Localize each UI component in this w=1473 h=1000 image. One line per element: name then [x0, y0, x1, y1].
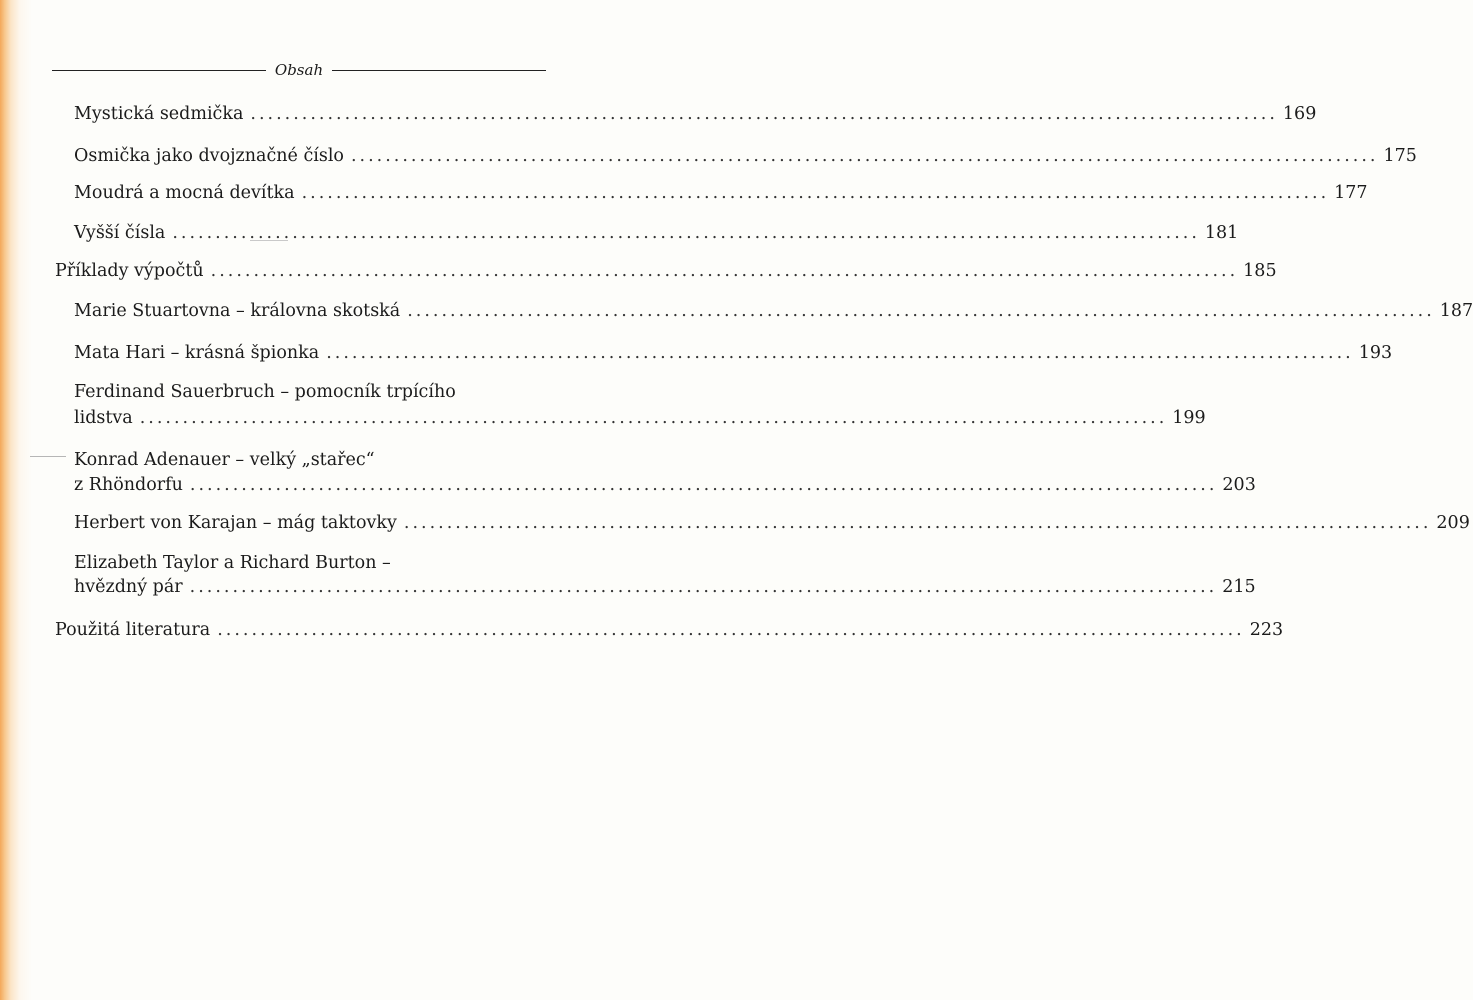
dot-leader: ........................................................................................................................: [250, 104, 1278, 124]
toc-entry-title: Vyšší čísla: [74, 223, 166, 243]
dot-leader: ........................................................................................................................: [172, 223, 1200, 243]
dot-leader: ........................................................................................................................: [403, 513, 1432, 533]
toc-entry-title: Elizabeth Taylor a Richard Burton –: [74, 553, 391, 573]
scan-mark: [30, 456, 66, 457]
dot-leader: ........................................................................................................................: [139, 408, 1168, 428]
toc-page-number: 215: [1222, 577, 1256, 597]
toc-entry-taylor-burton: [74, 552, 1256, 598]
toc-entry-title: Mata Hari – krásná špionka: [74, 343, 320, 363]
toc-page-number: 187: [1439, 301, 1473, 321]
toc-entry-title: Herbert von Karajan – mág taktovky: [74, 513, 397, 533]
toc-entry-herbert-von-karajan: [74, 512, 1470, 534]
toc-entry-title: Marie Stuartovna – královna skotská: [74, 301, 401, 321]
toc-entry-ferdinand-sauerbruch: [74, 381, 1206, 429]
toc-entry-title-continued: lidstva: [74, 408, 133, 428]
toc-entry-moudra-devitka: [74, 182, 1368, 204]
toc-entry-title: Mystická sedmička: [74, 104, 244, 124]
header-rule-left: [52, 70, 266, 71]
dot-leader: ........................................................................................................................: [407, 301, 1435, 321]
toc-entry-mata-hari: [74, 342, 1393, 364]
toc-page-number: 209: [1436, 513, 1470, 533]
toc-entry-title: Použitá literatura: [55, 620, 211, 640]
toc-page-number: 223: [1249, 620, 1284, 640]
toc-page-number: 169: [1282, 104, 1317, 124]
toc-entry-title: Ferdinand Sauerbruch – pomocník trpícího: [74, 382, 456, 402]
toc-page-number: 203: [1222, 475, 1256, 495]
toc-page-number: 175: [1383, 146, 1417, 166]
toc-entry-vyssi-cisla: [74, 222, 1239, 244]
toc-page-number: 193: [1358, 343, 1393, 363]
header-rule-right: [332, 70, 546, 71]
toc-entry-mysticka-sedmicka: [74, 103, 1317, 125]
header-title: Obsah: [274, 61, 324, 79]
scan-mark: [250, 240, 288, 241]
running-header: [52, 58, 546, 82]
dot-leader: ........................................................................................................................: [301, 183, 1330, 203]
toc-entry-priklady-vypoctu: [55, 260, 1277, 282]
toc-entry-title: Moudrá a mocná devítka: [74, 183, 295, 203]
toc-entry-konrad-adenauer: [74, 449, 1256, 496]
toc-entry-osmicka: [74, 145, 1417, 167]
dot-leader: ........................................................................................................................: [350, 146, 1379, 166]
toc-page-number: 181: [1204, 223, 1239, 243]
toc-entry-title-continued: hvězdný pár: [74, 577, 183, 597]
toc-entry-title: Příklady výpočtů: [55, 261, 204, 281]
dot-leader: ........................................................................................................................: [189, 475, 1218, 495]
dot-leader: ........................................................................................................................: [217, 620, 1245, 640]
dot-leader: ........................................................................................................................: [326, 343, 1354, 363]
dot-leader: ........................................................................................................................: [189, 577, 1218, 597]
toc-entry-marie-stuartovna: [74, 300, 1473, 322]
toc-entry-title: Osmička jako dvojznačné číslo: [74, 146, 344, 166]
dot-leader: ........................................................................................................................: [210, 261, 1239, 281]
toc-entry-title: Konrad Adenauer – velký „stařec“: [74, 450, 375, 470]
toc-page-number: 199: [1172, 408, 1206, 428]
toc-page-number: 185: [1243, 261, 1277, 281]
toc-page-number: 177: [1334, 183, 1368, 203]
toc-entry-pouzita-literatura: [55, 619, 1284, 641]
toc-entry-title-continued: z Rhöndorfu: [74, 475, 183, 495]
